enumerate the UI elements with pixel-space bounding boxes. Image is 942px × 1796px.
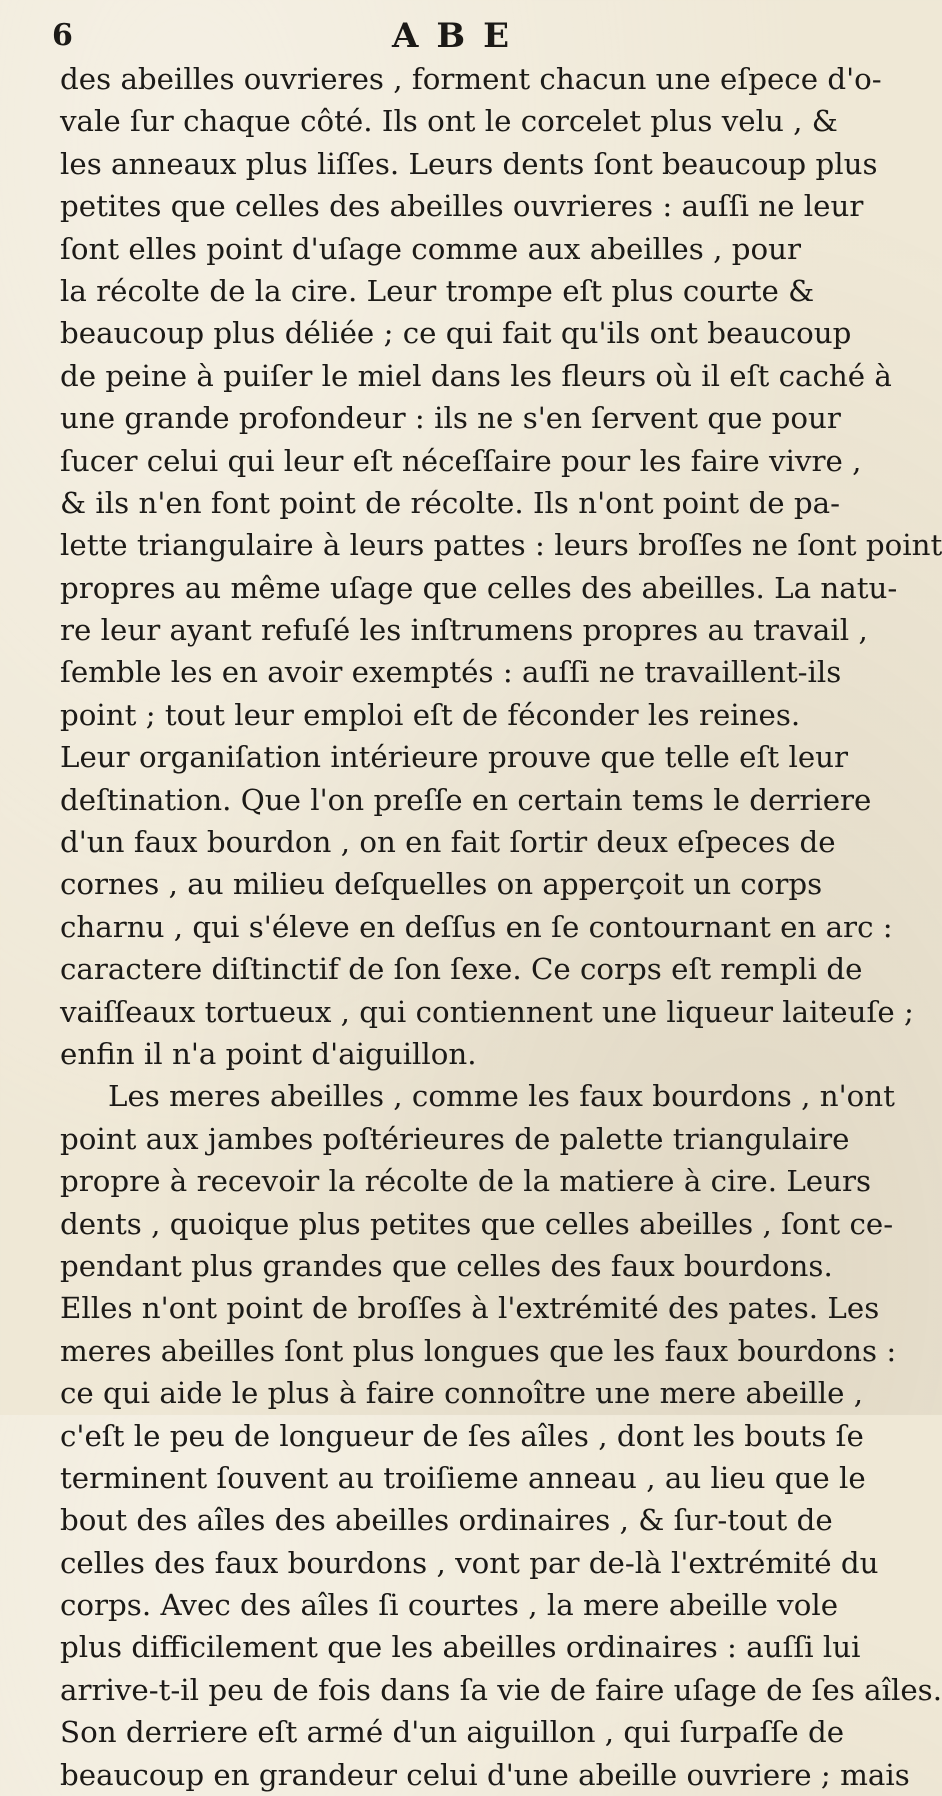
text-line: c'eſt le peu de longueur de ſes aîles , dont les bouts ſe <box>60 1418 864 1453</box>
text-line: propre à recevoir la récolte de la matiere à cire. Leurs <box>60 1164 872 1199</box>
text-line: propres au même uſage que celles des abeilles. La natu- <box>60 570 898 605</box>
text-line: de peine à puiſer le miel dans les fleurs où il eſt caché à <box>60 358 892 393</box>
text-line: beaucoup en grandeur celui d'une abeille ouvriere ; mais <box>60 1757 910 1792</box>
text-line: lette triangulaire à leurs pattes : leurs broſſes ne ſont point <box>60 528 942 563</box>
page-number: 6 <box>52 18 74 53</box>
text-line: bout des aîles des abeilles ordinaires , & ſur-tout de <box>60 1503 833 1538</box>
text-line: ſont elles point d'uſage comme aux abeilles , pour <box>60 231 801 266</box>
page-header <box>0 14 801 54</box>
text-line: point aux jambes poſtérieures de palette triangulaire <box>60 1121 850 1156</box>
text-line: une grande profondeur : ils ne s'en ſervent que pour <box>60 401 841 436</box>
text-line: charnu , qui s'éleve en deſſus en ſe contournant en arc : <box>60 909 893 944</box>
text-line: point ; tout leur emploi eſt de féconder les reines. <box>60 697 801 732</box>
text-line: caractere diſtinctif de ſon ſexe. Ce corps eſt rempli de <box>60 952 863 987</box>
text-line: celles des faux bourdons , vont par de-là l'extrémité du <box>60 1545 879 1580</box>
text-line: Elles n'ont point de broſſes à l'extrémité des pates. Les <box>60 1291 880 1326</box>
text-line: cornes , au milieu deſquelles on apperçoit un corps <box>60 867 823 902</box>
text-line: pendant plus grandes que celles des faux bourdons. <box>60 1248 833 1283</box>
text-line: d'un faux bourdon , on en fait ſortir deux eſpeces de <box>60 825 836 860</box>
text-line: arrive-t-il peu de fois dans ſa vie de faire uſage de ſes aîles. <box>60 1672 942 1707</box>
text-line: ſucer celui qui leur eſt néceſſaire pour les faire vivre , <box>60 443 862 478</box>
text-line: meres abeilles ſont plus longues que les faux bourdons : <box>60 1333 897 1368</box>
paragraph-end-line: enfin il n'a point d'aiguillon. <box>60 1036 477 1071</box>
text-line: les anneaux plus liſſes. Leurs dents ſont beaucoup plus <box>60 146 878 181</box>
text-line: deſtination. Que l'on preſſe en certain tems le derriere <box>60 782 872 817</box>
running-head: ABE <box>392 16 528 56</box>
text-line: vale ſur chaque côté. Ils ont le corcelet plus velu , & <box>60 104 838 139</box>
text-line: & ils n'en font point de récolte. Ils n'ont point de pa- <box>60 485 841 520</box>
text-line: Son derriere eſt armé d'un aiguillon , qui ſurpaſſe de <box>60 1715 845 1750</box>
text-line: ſemble les en avoir exemptés : auſſi ne travaillent-ils <box>60 655 842 690</box>
text-line: plus difficilement que les abeilles ordinaires : auſſi lui <box>60 1630 861 1665</box>
text-line: vaiſſeaux tortueux , qui contiennent une liqueur laiteuſe ; <box>60 994 914 1029</box>
text-line: beaucoup plus déliée ; ce qui fait qu'ils ont beaucoup <box>60 316 852 351</box>
body-text <box>60 58 942 1796</box>
text-line: corps. Avec des aîles ſi courtes , la mere abeille vole <box>60 1588 839 1623</box>
text-line: des abeilles ouvrieres , forment chacun une eſpece d'o- <box>60 62 882 96</box>
text-line: re leur ayant refuſé les inſtrumens propres au travail , <box>60 613 868 648</box>
paragraph-start-line: Les meres abeilles , comme les faux bourdons , n'ont <box>108 1079 895 1114</box>
text-line: Leur organiſation intérieure prouve que telle eſt leur <box>60 740 849 775</box>
text-line: ce qui aide le plus à faire connoître une mere abeille , <box>60 1376 864 1411</box>
text-line: terminent ſouvent au troiſieme anneau , au lieu que le <box>60 1460 866 1495</box>
text-line: dents , quoique plus petites que celles abeilles , ſont ce- <box>60 1206 894 1241</box>
text-line: petites que celles des abeilles ouvrieres : auſſi ne leur <box>60 189 864 224</box>
text-line: la récolte de la cire. Leur trompe eſt plus courte & <box>60 273 815 308</box>
